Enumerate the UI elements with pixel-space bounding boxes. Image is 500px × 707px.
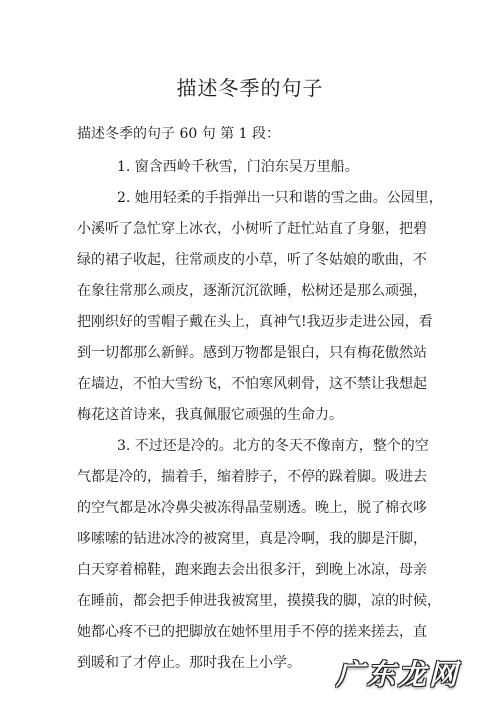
paragraph-line: 她都心疼不已的把脚放在她怀里用手不停的搓来搓去，直	[77, 624, 427, 640]
section-intro: 描述冬季的句子 60 句 第 1 段：	[77, 126, 280, 142]
paragraph-line: 的空气都是冰冷鼻尖被冻得晶莹剔透。晚上，脱了棉衣哆	[77, 500, 427, 516]
site-watermark: 广东龙网	[335, 658, 460, 691]
paragraph-line: 绿的裙子收起，往常顽皮的小草，听了冬姑娘的歌曲，不	[77, 252, 427, 268]
paragraph-line: 哆嗦嗦的钻进冰冷的被窝里，真是冷啊，我的脚是汗脚，	[77, 531, 427, 547]
paragraph-line: 到一切都那么新鲜。感到万物都是银白，只有梅花傲然站	[77, 345, 427, 361]
paragraph	[77, 152, 423, 183]
paragraph-line: 小溪听了急忙穿上冰衣，小树听了赶忙站直了身躯，把碧	[77, 221, 427, 237]
paragraph-line: 在象往常那么顽皮，逐渐沉沉欲睡，松树还是那么顽强，	[77, 283, 427, 299]
paragraph-line: 把刚织好的雪帽子戴在头上，真神气!我迈步走进公园，看	[77, 314, 433, 330]
paragraph-line: 在睡前，都会把手伸进我被窝里，摸摸我的脚，凉的时候，	[77, 593, 441, 609]
paragraph-line: 梅花这首诗来，我真佩服它顽强的生命力。	[77, 407, 343, 423]
paragraph-line: 气都是冷的，揣着手，缩着脖子，不停的跺着脚。吸进去	[77, 469, 427, 485]
paragraph-line: 到暖和了才停止。那时我在上小学。	[77, 655, 301, 671]
paragraph-line: 白天穿着棉鞋，跑来跑去会出很多汗，到晚上冰凉，母亲	[77, 562, 427, 578]
paragraph-line: 2. 她用轻柔的手指弹出一只和谐的雪之曲。公园里，	[117, 190, 443, 206]
paragraph-line: 1. 窗含西岭千秋雪，门泊东吴万里船。	[117, 159, 359, 175]
paragraph-line: 3. 不过还是冷的。北方的冬天不像南方，整个的空	[117, 438, 429, 454]
paragraph	[77, 183, 443, 431]
paragraph-line: 在墙边，不怕大雪纷飞，不怕寒风刺骨，这不禁让我想起	[77, 376, 427, 392]
document-title: 描述冬季的句子	[176, 76, 324, 101]
